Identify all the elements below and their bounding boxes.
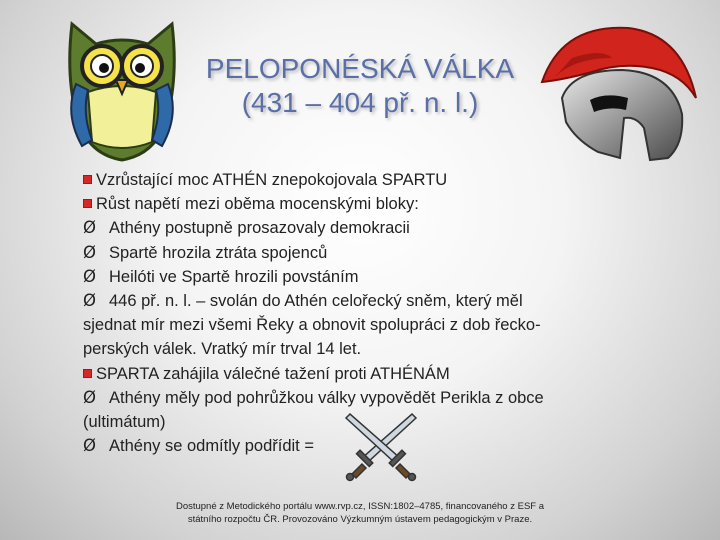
arrow-bullet-icon: Ø	[83, 266, 96, 286]
arrow-text: Athény se odmítly podřídit =	[109, 437, 314, 456]
arrow-item	[83, 216, 603, 240]
red-square-bullet-icon	[83, 175, 92, 184]
bullet-item	[83, 192, 603, 216]
arrow-text: Spartě hrozila ztráta spojenců	[109, 243, 328, 262]
arrow-bullet-icon: Ø	[83, 291, 96, 311]
red-square-bullet-icon	[83, 199, 92, 208]
footer-line-2: státního rozpočtu ČR. Provozováno Výzkumným ústavem pedagogickým v Praze.	[187, 514, 533, 525]
arrow-bullet-icon: Ø	[83, 242, 96, 262]
arrow-bullet-icon: Ø	[83, 436, 96, 456]
title-line-2: (431 – 404 př. n. l.)	[241, 87, 479, 118]
arrow-text: Athény měly pod pohrůžkou války vypovědět Perikla z obce	[109, 388, 544, 407]
arrow-text: 446 př. n. l. – svolán do Athén celořecký sněm, který měl	[109, 292, 523, 311]
arrow-text: Athény postupně prosazovaly demokracii	[109, 219, 410, 238]
continuation-text: sjednat mír mezi všemi Řeky a obnovit spolupráci z dob řecko-perských válek. Vratký mír trval 14 let.	[83, 316, 541, 359]
bullet-item	[83, 168, 603, 192]
footer-line-1: Dostupné z Metodického portálu www.rvp.cz, ISSN:1802–4785, financovaného z ESF a	[175, 501, 545, 512]
bullet-text: SPARTA zahájila válečné tažení proti ATHÉNÁM	[96, 364, 450, 383]
arrow-bullet-icon: Ø	[83, 218, 96, 238]
red-square-bullet-icon	[83, 369, 92, 378]
slide-title	[160, 52, 560, 120]
bullet-text: Růst napětí mezi oběma mocenskými bloky:	[96, 195, 419, 214]
title-line-1: PELOPONÉSKÁ VÁLKA	[205, 53, 515, 84]
arrow-item	[83, 386, 603, 410]
arrow-item	[83, 241, 603, 265]
footer-credit	[120, 500, 600, 526]
arrow-item	[83, 289, 603, 313]
bullet-item	[83, 362, 603, 386]
bullet-text: Vzrůstající moc ATHÉN znepokojovala SPARTU	[96, 171, 448, 189]
arrow-item	[83, 265, 603, 289]
continuation-text: (ultimátum)	[83, 413, 166, 432]
crossed-swords-icon	[342, 410, 420, 482]
arrow-text: Heilóti ve Spartě hrozili povstáním	[109, 267, 359, 286]
arrow-bullet-icon: Ø	[83, 387, 96, 407]
